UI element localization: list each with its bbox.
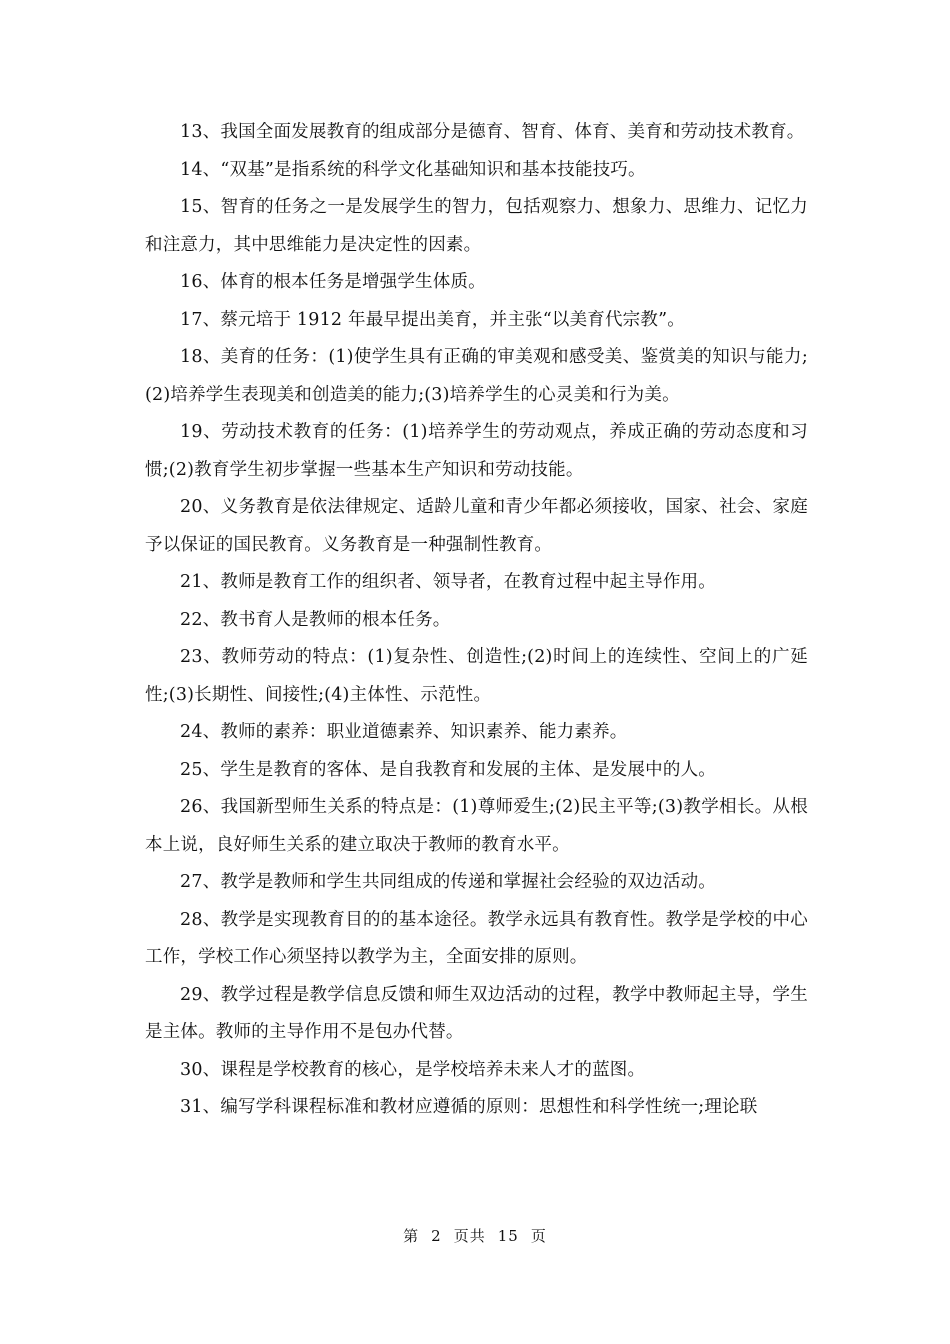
paragraph: 16、体育的根本任务是增强学生体质。 [180,272,486,292]
paragraph: 24、教师的素养：职业道德素养、知识素养、能力素养。 [180,722,628,742]
paragraph: 18、美育的任务：(1)使学生具有正确的审美观和感受美、鉴赏美的知识与能力;(2)培养学生表现美和创造美的能力;(3)培养学生的心灵美和行为美。 [145,347,808,405]
paragraph: 21、教师是教育工作的组织者、领导者，在教育过程中起主导作用。 [180,572,716,592]
paragraph: 25、学生是教育的客体、是自我教育和发展的主体、是发展中的人。 [180,759,716,780]
paragraph: 28、教学是实现教育目的的基本途径。教学永远具有教育性。教学是学校的中心工作，学校工作心须坚持以教学为主，全面安排的原则。 [145,909,808,967]
paragraph: 14、“双基”是指系统的科学文化基础知识和基本技能技巧。 [180,159,646,180]
paragraph: 27、教学是教师和学生共同组成的传递和掌握社会经验的双边活动。 [180,872,716,892]
document-body [145,114,808,1127]
paragraph: 22、教书育人是教师的根本任务。 [180,609,451,630]
paragraph: 30、课程是学校教育的核心，是学校培养未来人才的蓝图。 [180,1059,646,1080]
paragraph: 20、义务教育是依法律规定、适龄儿童和青少年都必须接收，国家、社会、家庭予以保证的国民教育。义务教育是一种强制性教育。 [145,497,808,555]
paragraph: 17、蔡元培于 1912 年最早提出美育，并主张“以美育代宗教”。 [180,309,685,330]
page-label-suffix: 页 [530,1227,547,1245]
paragraph: 31、编写学科课程标准和教材应遵循的原则：思想性和科学性统一;理论联 [180,1097,758,1117]
paragraph: 29、教学过程是教学信息反馈和师生双边活动的过程，教学中教师起主导，学生是主体。教师的主导作用不是包办代替。 [145,984,808,1042]
paragraph: 15、智育的任务之一是发展学生的智力，包括观察力、想象力、思维力、记忆力和注意力，其中思维能力是决定性的因素。 [145,197,808,255]
page-label-mid: 页共 [453,1227,486,1245]
page-footer [0,1226,950,1246]
paragraph: 13、我国全面发展教育的组成部分是德育、智育、体育、美育和劳动技术教育。 [180,122,805,142]
paragraph: 23、教师劳动的特点：(1)复杂性、创造性;(2)时间上的连续性、空间上的广延性;(3)长期性、间接性;(4)主体性、示范性。 [145,647,808,705]
current-page-number: 2 [431,1227,442,1245]
paragraph: 19、劳动技术教育的任务：(1)培养学生的劳动观点，养成正确的劳动态度和习惯;(2)教育学生初步掌握一些基本生产知识和劳动技能。 [145,422,808,480]
paragraph: 26、我国新型师生关系的特点是：(1)尊师爱生;(2)民主平等;(3)教学相长。从根本上说，良好师生关系的建立取决于教师的教育水平。 [145,797,808,855]
page-label-prefix: 第 [403,1227,420,1245]
total-pages-number: 15 [497,1227,519,1245]
